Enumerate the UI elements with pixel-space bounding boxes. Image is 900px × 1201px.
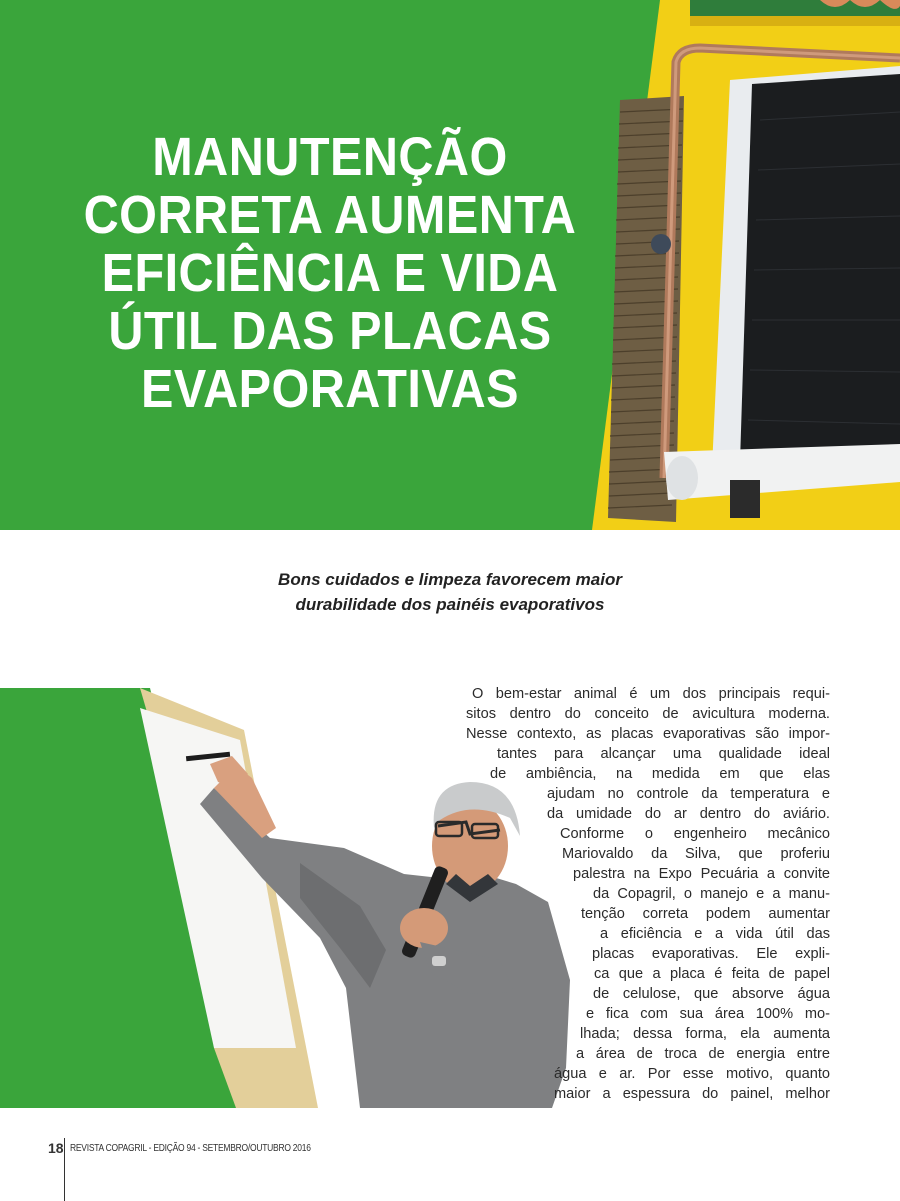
body-line: e fica com sua área 100% mo- — [586, 1006, 830, 1022]
hero-banner — [0, 0, 900, 530]
subtitle-line: Bons cuidados e limpeza favorecem maior — [278, 570, 622, 589]
body-line: palestra na Expo Pecuária a convite — [573, 866, 830, 882]
body-line: Mariovaldo da Silva, que proferiu — [562, 846, 830, 862]
body-line: de celulose, que absorve água — [593, 986, 830, 1002]
body-line: maior a espessura do painel, melhor — [554, 1086, 830, 1102]
title-line: ÚTIL DAS PLACAS — [108, 301, 552, 361]
body-line: Nesse contexto, as placas evaporativas são impor- — [466, 726, 830, 742]
body-line: água e ar. Por esse motivo, quanto — [554, 1066, 830, 1082]
article-subtitle — [200, 567, 700, 617]
body-line: Conforme o engenheiro mecânico — [560, 826, 830, 842]
title-line: EVAPORATIVAS — [140, 359, 520, 419]
body-line: lhada; dessa forma, ela aumenta — [580, 1026, 830, 1042]
title-line: MANUTENÇÃO — [152, 127, 508, 187]
article-title — [69, 128, 591, 418]
title-line: EFICIÊNCIA E VIDA — [101, 243, 559, 303]
body-line: tenção correta podem aumentar — [581, 906, 830, 922]
publication-info: REVISTA COPAGRIL - EDIÇÃO 94 - SETEMBRO/OUTUBRO 2016 — [70, 1143, 311, 1154]
page-number: 18 — [48, 1140, 64, 1156]
body-line: tantes para alcançar uma qualidade ideal — [497, 746, 830, 762]
title-line: CORRETA AUMENTA — [83, 185, 577, 245]
body-line: a área de troca de energia entre — [576, 1046, 830, 1062]
body-line: O bem-estar animal é um dos principais requi- — [472, 686, 830, 702]
body-line: ca que a placa é feita de papel — [594, 966, 830, 982]
body-line: a eficiência e a vida útil das — [600, 926, 830, 942]
body-line: de ambiência, na medida em que elas — [490, 766, 830, 782]
body-line: ajudam no controle da temperatura e — [547, 786, 830, 802]
footer-divider — [64, 1138, 65, 1201]
body-line: placas evaporativas. Ele expli- — [592, 946, 830, 962]
body-line: da Copagril, o manejo e a manu- — [593, 886, 830, 902]
body-line: sitos dentro do conceito de avicultura moderna. — [466, 706, 830, 722]
subtitle-line: durabilidade dos painéis evaporativos — [295, 595, 605, 614]
body-line: da umidade do ar dentro do aviário. — [547, 806, 830, 822]
